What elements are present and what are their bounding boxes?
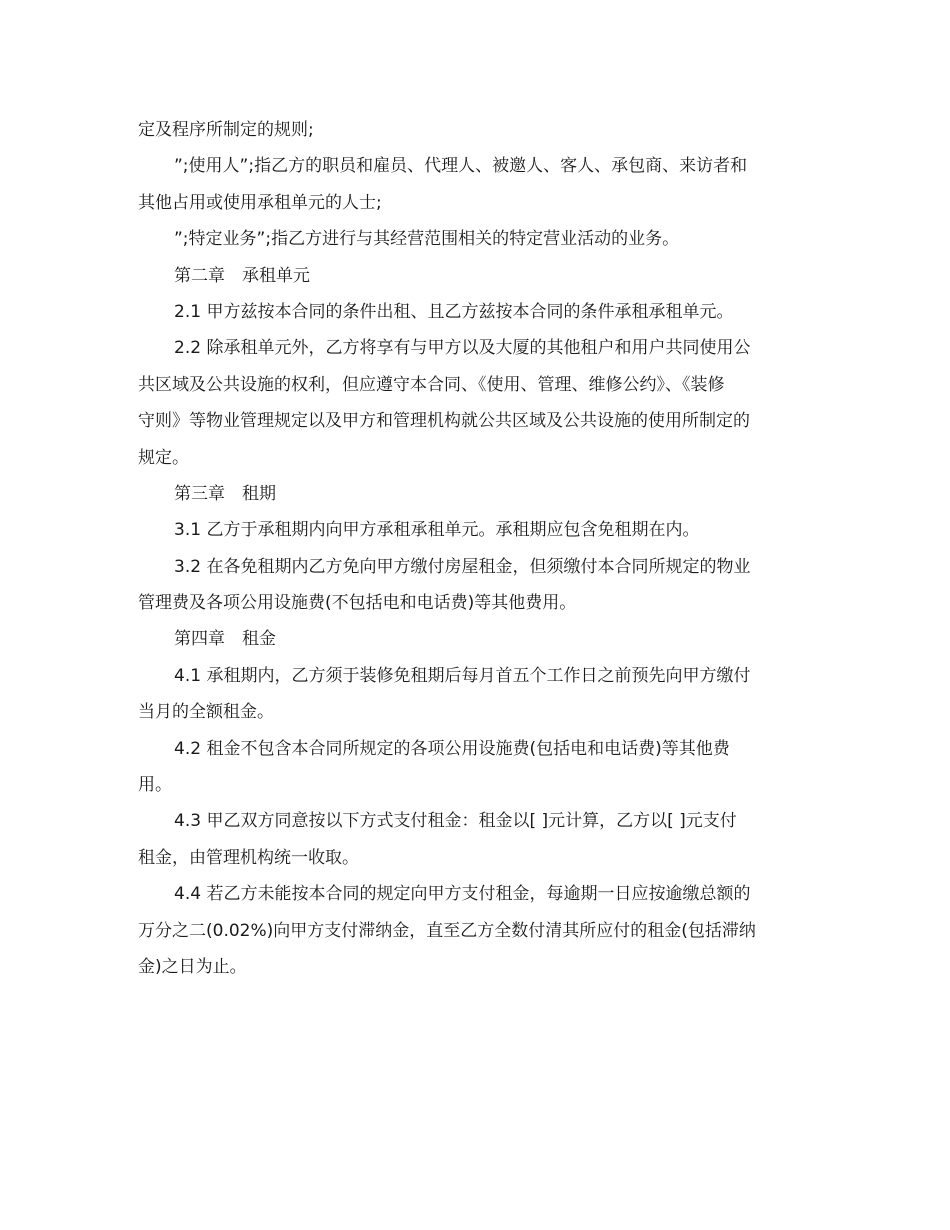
paragraph-user-definition [138, 148, 812, 221]
text-line: 万分之二(0.02%)向甲方支付滞纳金，直至乙方全数付清其所应付的租金(包括滞纳 [138, 920, 756, 941]
clause-3-1 [138, 512, 812, 548]
text-line: 4.1 承租期内，乙方须于装修免租期后每月首五个工作日之前预先向甲方缴付 [174, 665, 751, 686]
chapter-2-heading [138, 258, 812, 294]
paragraph-rules-definition-end [138, 112, 812, 148]
clause-4-2 [138, 731, 812, 804]
chapter-4-heading [138, 621, 812, 657]
text-line: 4.4 若乙方未能按本合同的规定向甲方支付租金，每逾期一日应按逾缴总额的 [174, 884, 751, 905]
text-line: 其他占用或使用承租单元的人士; [138, 192, 382, 213]
text-line: 2.1 甲方兹按本合同的条件出租、且乙方兹按本合同的条件承租承租单元。 [174, 301, 734, 322]
text-line: 规定。 [138, 447, 189, 468]
heading-text: 第三章 租期 [174, 483, 276, 504]
document-body [138, 112, 812, 985]
text-line: 当月的全额租金。 [138, 702, 274, 723]
heading-text: 第四章 租金 [174, 629, 276, 650]
text-line: 租金，由管理机构统一收取。 [138, 847, 359, 868]
text-line: 2.2 除承租单元外，乙方将享有与甲方以及大厦的其他租户和用户共同使用公 [174, 338, 751, 359]
chapter-3-heading [138, 476, 812, 512]
text-line: 4.2 租金不包含本合同所规定的各项公用设施费(包括电和电话费)等其他费 [174, 738, 730, 759]
text-line: 共区域及公共设施的权利，但应遵守本合同、《使用、管理、维修公约》、《装修 [138, 374, 725, 395]
text-line: ”;使用人”;指乙方的职员和雇员、代理人、被邀人、客人、承包商、来访者和 [174, 156, 748, 177]
text-line: 管理费及各项公用设施费(不包括电和电话费)等其他费用。 [138, 593, 577, 614]
text-line: 用。 [138, 775, 172, 796]
text-line: 4.3 甲乙双方同意按以下方式支付租金：租金以[ ]元计算，乙方以[ ]元支付 [174, 811, 737, 832]
clause-2-2 [138, 330, 812, 476]
text-line: 3.2 在各免租期内乙方免向甲方缴付房屋租金，但须缴付本合同所规定的物业 [174, 556, 751, 577]
text-line: 守则》等物业管理规定以及甲方和管理机构就公共区域及公共设施的使用所制定的 [138, 411, 750, 432]
text-line: 3.1 乙方于承租期内向甲方承租承租单元。承租期应包含免租期在内。 [174, 520, 700, 541]
clause-3-2 [138, 549, 812, 622]
clause-4-4 [138, 876, 812, 985]
clause-4-1 [138, 658, 812, 731]
text-line: 定及程序所制定的规则; [138, 120, 314, 140]
text-line: 金)之日为止。 [138, 956, 247, 977]
clause-4-3 [138, 803, 812, 876]
clause-2-1 [138, 294, 812, 330]
heading-text: 第二章 承租单元 [174, 265, 310, 286]
paragraph-specific-business-definition [138, 221, 812, 257]
text-line: ”;特定业务”;指乙方进行与其经营范围相关的特定营业活动的业务。 [174, 229, 680, 250]
